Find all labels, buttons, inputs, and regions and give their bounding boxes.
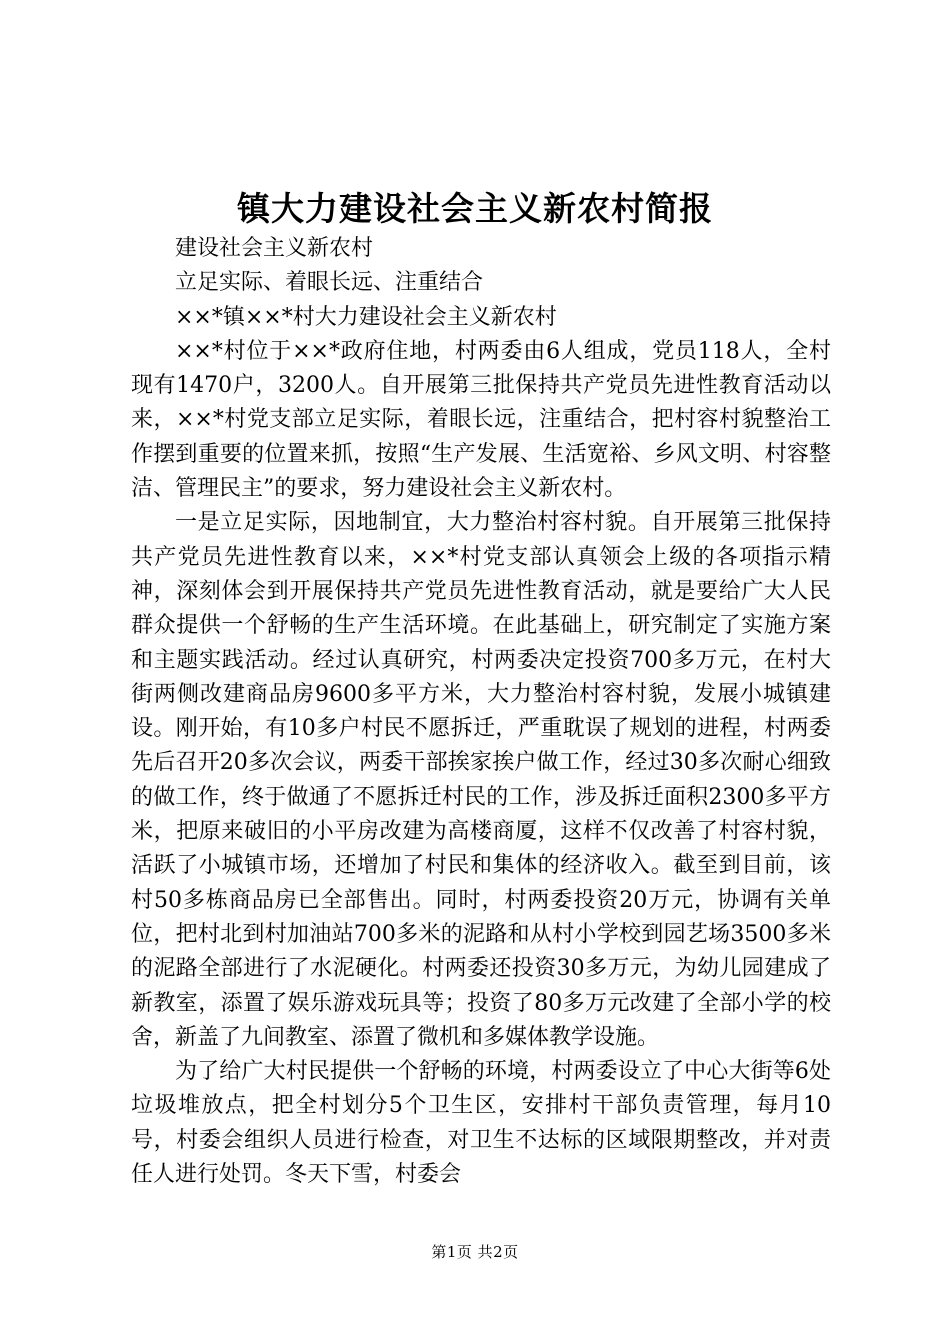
subtitle-line-2: 立足实际、着眼长远、注重结合 [175, 270, 484, 296]
paragraph-intro: ××*村位于××*政府住地，村两委由6人组成，党员118人，全村现有1470户，3200人。自开展第三批保持共产党员先进性教育活动以来，××*村党支部立足实际，着眼长远，注重结合，把村容村貌整治工作摆到重要的位置来抓，按照“生产发展、生活宽裕、乡风文明、村容整洁、管理民主”的要求，努力建设社会主义新农村。 [131, 338, 831, 502]
document-body [131, 232, 831, 1192]
document-title: 镇大力建设社会主义新农村简报 [237, 189, 713, 228]
paragraph-sanitation: 为了给广大村民提供一个舒畅的环境，村两委设立了中心大街等6处垃圾堆放点，把全村划分5个卫生区，安排村干部负责管理，每月10号，村委会组织人员进行检查，对卫生不达标的区域限期整改，并对责任人进行处罚。冬天下雪，村委会 [131, 1059, 831, 1188]
subtitle-line-3: ××*镇××*村大力建设社会主义新农村 [175, 304, 557, 330]
page-footer: 第1页 共2页 [431, 1243, 519, 1261]
subtitle-line-1: 建设社会主义新农村 [175, 236, 374, 261]
paragraph-village-renovation: 一是立足实际，因地制宜，大力整治村容村貌。自开展第三批保持共产党员先进性教育以来，××*村党支部认真领会上级的各项指示精神，深刻体会到开展保持共产党员先进性教育活动，就是要给广大人民群众提供一个舒畅的生产生活环境。在此基础上，研究制定了实施方案和主题实践活动。经过认真研究，村两委决定投资700多万元，在村大街两侧改建商品房9600多平方米，大力整治村容村貌，发展小城镇建设。刚开始，有10多户村民不愿拆迁，严重耽误了规划的进程，村两委先后召开20多次会议，两委干部挨家挨户做工作，经过30多次耐心细致的做工作，终于做通了不愿拆迁村民的工作，涉及拆迁面积2300多平方米，把原来破旧的小平房改建为高楼商厦，这样不仅改善了村容村貌，活跃了小城镇市场，还增加了村民和集体的经济收入。截至到目前，该村50多栋商品房已全部售出。同时，村两委投资20万元，协调有关单位，把村北到村加油站700多米的泥路和从村小学校到园艺场3500多米的泥路全部进行了水泥硬化。村两委还投资30多万元，为幼儿园建成了新教室，添置了娱乐游戏玩具等；投资了80多万元改建了全部小学的校舍，新盖了九间教室、添置了微机和多媒体教学设施。 [131, 510, 831, 1050]
